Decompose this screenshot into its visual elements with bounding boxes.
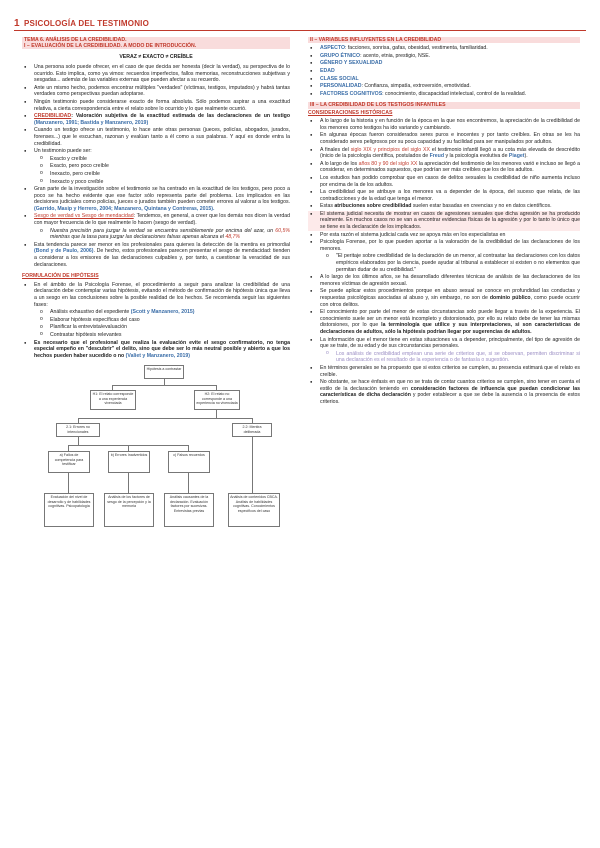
section-iii-title: III – LA CREDIBILIDAD DE LOS TESTIGOS INFANTILES xyxy=(308,102,580,108)
diagram-c1-node: Análisis causantes de la declaración. Evaluación factores por sucesivas. Entrevistas previas xyxy=(164,493,214,527)
children-list xyxy=(308,118,580,405)
list-item: ● Esta tendencia parece ser menor en los profesionales para quienes la detección de la mentira es primordial (Bond y de Paulo, 2006). De hecho, estos profesionales parecen presentar el sesgo de mendacidad: tienden a considerar a los emisores de las declaraciones culpables y, por tanto, a cuestionar la veracidad de sus declaraciones. xyxy=(22,242,290,268)
list-item: ● La información que el menor tiene en estas situaciones va a depender, principalmente, del tipo de agresión de que se trate, de su edad y de sus circunstancias personales. xyxy=(308,337,580,350)
diagram-h1-node: H1: El relato corresponde a una experiencia vivenciada xyxy=(90,390,136,410)
diagram-connector xyxy=(128,473,129,493)
diagram-connector xyxy=(252,437,253,493)
diagram-top-node: Hipótesis a contrastar xyxy=(144,365,184,379)
diagram-connector xyxy=(188,473,189,493)
list-item: ● La credibilidad que se atribuye a los menores va a depender de la época, del suceso que relata, de las contradicciones y de la edad que tenga el menor. xyxy=(308,189,580,202)
diagram-connector xyxy=(78,437,79,445)
list-item: ● GÉNERO Y SEXUALIDAD xyxy=(308,60,580,67)
list-item: ● Estas atribuciones sobre credibilidad suelen estar basadas en creencias y no en datos científicos. xyxy=(308,203,580,210)
hypothesis-diagram xyxy=(44,365,284,543)
diagram-b1-node: Análisis de los factores de sesgo de la percepción y la memoria xyxy=(104,493,154,527)
list-item: o "El peritaje sobre credibilidad de la declaración de un menor, al contrastar las declaraciones con los datos empíricos elaborados por la ciencia, puede ayudar al tribunal a establecer si existen o no elementos que permitan dudar de su credibilidad." xyxy=(308,253,580,273)
list-item: ● En algunas épocas fueron considerados seres puros e inocentes y por tanto creíbles. En otras se les ha considerado seres peligrosos por su poca capacidad y su facilidad para ser manipulados por adultos. xyxy=(308,132,580,145)
diagram-a-node: a) Fallos de competencia para testificar xyxy=(48,451,90,473)
list-item: ● Una persona solo puede ofrecer, en el caso de que decida ser honesta (decir la verdad), su perspectiva de lo ocurrido. Esto implica, como ya vimos: recuerdos imperfectos, fallos memorias, reconstrucciones subjetivas y sesgadas... además de las variables externas que pueden afectar a su recuerdo. xyxy=(22,64,290,84)
list-item: ● Un testimonio puede ser: xyxy=(22,148,290,155)
historical-heading: CONSIDERACIONES HISTÓRICAS xyxy=(308,109,393,116)
list-item: ● No obstante, se hace énfasis en que no se trata de contar cuantos criterios se cumplen, sino tener en cuenta el estilo de la declaración teniendo en consideración factores de influencia que puedan condicionar las características de dicha declaración y poder establecer a que se debe la ausencia o la presencia de estos criterios. xyxy=(308,379,580,405)
page-title: PSICOLOGÍA DEL TESTIMONIO xyxy=(24,19,150,28)
diagram-d1-node: Análisis de contenidos CBCA. Análisis de habilidades cognitivas. Conocimientos específicos del caso xyxy=(228,493,280,527)
page-number: 1 xyxy=(14,18,20,29)
list-item: ● FACTORES COGNITIVOS: conocimiento, discapacidad intelectual, control de la realidad. xyxy=(308,91,580,98)
list-item: o Nuestra precisión para juzgar la verdad se encuentra sensiblemente por encima del azar, un 60,5% mientras que la tasa para juzgar las declaraciones falsas apenas alcanza el 48,7% xyxy=(22,228,290,241)
diagram-connector xyxy=(112,385,216,386)
list-item: o Elaborar hipótesis específicas del caso xyxy=(22,317,290,324)
list-item: ● Gran parte de la investigación sobre el testimonio se ha centrado en la exactitud de los testigos, pero poco a poco se ha hecho evidente que ese factor sólo representa parte del problema. Los implicados en las decisiones judiciales como policías, jueces o jurados también pueden cometer errores al valorar a los testigos. (Garrido, Masip y Herrero, 2004; Manzanero, Quintana y Contreras, 2015). xyxy=(22,186,290,212)
list-item: ● ASPECTO: facciones, sonrisa, gafas, obesidad, vestimenta, familiaridad. xyxy=(308,45,580,52)
list-item: ● A lo largo de los últimos años, se ha desarrollado diferentes técnicas de análisis de las declaraciones de los menores víctimas de agresión sexual. xyxy=(308,274,580,287)
list-item: ● Se puede aplicar estos procedimientos porque en abuso sexual se conoce en profundidad las conductas y respuestas psicológicas asociadas al abuso y, sin embargo, no son de dominio público, como puede ocurrir con otros delitos. xyxy=(308,288,580,308)
list-item: ● Psicología Forense, por lo que pueden aportar a la valoración de la credibilidad de las declaraciones de los menores. xyxy=(308,239,580,252)
list-item: o Los análisis de credibilidad emplean una serie de criterios que, si se observan, permiten discriminar si una declaración es el resultado de la experiencia o de fantasía o sugestión. xyxy=(308,351,580,364)
list-item: o Inexacto y poco creíble xyxy=(22,179,290,186)
diagram-connector xyxy=(216,410,217,418)
list-item: ● Ningún testimonio puede considerarse exacto de forma absoluta. Sólo podemos aspirar a una exactitud relativa, a cierta correspondencia entre el relato sobre lo ocurrido y lo que realmente ocurrió. xyxy=(22,99,290,112)
diagram-h2-node: H2: El relato no corresponde a una experiencia no vivenciada xyxy=(194,390,240,410)
variables-list xyxy=(308,45,580,97)
list-item: ● A lo largo de los años 80 y 90 del siglo XX la apreciación del testimonio de los menores varió e incluso se llegó a considerar, en determinados supuestos, que podrían ser más creíbles que los de los adultos. xyxy=(308,161,580,174)
list-item: ● Ante un mismo hecho, podemos encontrar múltiples "verdades" (víctimas, testigos, imputados) y habrá tantas verdades como perspectivas puedan adoptarse. xyxy=(22,85,290,98)
list-item: ● A finales del siglo XIX y principios del siglo XX el testimonio infantil llegó a su cota más elevada de descrédito (inicio de la psicología científica, postulados de Freud y la psicología evolutiva de Piaget). xyxy=(308,147,580,160)
diagram-b-node: b) Errores Inadvertidos xyxy=(108,451,150,473)
list-item: ● El sistema judicial necesita de mostrar en casos de agresiones sexuales que dicha agresión se ha producido realmente. En muchos casos no se van a encontrar evidencias físicas de la agresión y por lo tanto lo único que se tiene es la declaración de los implicados. xyxy=(308,211,580,231)
topic-title: TEMA 6. ANÁLISIS DE LA CREDIBILIDAD. xyxy=(22,37,290,43)
diagram-a1-node: Evaluación del nivel de desarrollo y de habilidades cognitivas. Psicopatología xyxy=(44,493,94,527)
list-item: o Análisis exhaustivo del expediente (Scott y Manzanero, 2015) xyxy=(22,309,290,316)
section-title: I – EVALUACIÓN DE LA CREDIBILIDAD. A MODO DE INTRODUCCIÓN. xyxy=(22,43,290,49)
intro-list xyxy=(22,64,290,268)
list-item: ● En el ámbito de la Psicología Forense, el procedimiento a seguir para analizar la credibilidad de una declaración debe contemplar varias hipótesis, evitando el método de confirmación de hipótesis única que lleva a un sesgo en las conclusiones sobre la posible realidad de los hechos. Se recomienda seguir las siguientes fases: xyxy=(22,282,290,308)
list-item: ● Sesgo de verdad vs Sesgo de mendacidad: Tendemos, en general, a creer que los demás nos dicen la verdad con mayor frecuencia de lo que realmente lo hacen (sesgo de verdad). xyxy=(22,213,290,226)
left-column xyxy=(22,37,290,543)
list-item: o Contrastar hipótesis relevantes xyxy=(22,332,290,339)
right-column xyxy=(308,37,580,407)
list-item: ● PERSONALIDAD: Confianza, simpatía, extroversión, emotividad. xyxy=(308,83,580,90)
page-header xyxy=(14,13,586,31)
veraz-heading: VERAZ ≠ EXACTO ≠ CREÍBLE xyxy=(119,54,193,61)
section-ii-title: II – VARIABLES INFLUYENTES EN LA CREDIBILIDAD xyxy=(308,37,580,43)
list-item: ● El conocimiento por parte del menor de estas circunstancias solo puede llegar a través de la experiencia. El conocimiento suele ser un menor está incompleto y distorsionado, por ello su relato debe de tener las mismas distorsiones, por lo que la terminología que utilice y sus interpretaciones, si son características de declaraciones de adultos, sólo la hipótesis podrían llegar por sugerencias de adultos. xyxy=(308,309,580,335)
list-item: ● CREDIBILIDAD: Valoración subjetiva de la exactitud estimada de las declaraciones de un testigo (Manzanero, 1991; Bastida y Manzanero, 2019) xyxy=(22,113,290,126)
list-item: ● Por esta razón el sistema judicial cada vez se apoya más en los especialistas en xyxy=(308,232,580,239)
hypothesis-list xyxy=(22,282,290,360)
list-item: ● Cuando un testigo ofrece un testimonio, lo hace ante otras personas (jueces, policías, abogados, jurados, forenses...) que le escuchan, razonan y evalúan tanto a él como a sus palabras. Y aquí es donde entra la credibilidad. xyxy=(22,127,290,147)
diagram-connector xyxy=(78,418,252,419)
list-item: ● EDAD xyxy=(308,68,580,75)
list-item: ● Es necesario que el profesional que realiza la evaluación evite el sesgo confirmatorio, no tenga especial empeño en "descubrir" el delito, sino que debe ser lo más neutral posible y abierto a que los hechos pueden haber sucedido o no (Valiet y Manzanero, 2019) xyxy=(22,340,290,360)
list-item: o Exacto y creíble xyxy=(22,156,290,163)
diagram-h21-node: 2.1: Errores no intencionales xyxy=(56,423,100,437)
list-item: o Exacto, pero poco creíble xyxy=(22,163,290,170)
list-item: ● CLASE SOCIAL xyxy=(308,76,580,83)
list-item: ● GRUPO ÉTNICO: acento, etnia, prestigio, NSE. xyxy=(308,53,580,60)
list-item: ● A lo largo de la historia y en función de la época en la que nos encontremos, la apreciación de la credibilidad de los menores como testigos ha ido variando y cambiando. xyxy=(308,118,580,131)
hypothesis-heading: FORMULACIÓN DE HIPÓTESIS xyxy=(22,273,99,280)
list-item: o Planificar la entrevista/evaluación xyxy=(22,324,290,331)
diagram-connector xyxy=(68,473,69,493)
diagram-h22-node: 2.2: Mentira deliberada xyxy=(232,423,272,437)
list-item: ● Los estudios han podido comprobar que en casos de delitos sexuales la credibilidad de niño aumenta incluso por encima de la de los adultos. xyxy=(308,175,580,188)
diagram-c-node: c) Falsos recuerdos xyxy=(168,451,210,473)
list-item: o Inexacto, pero creíble xyxy=(22,171,290,178)
list-item: ● En términos generales se ha propuesto que si estos criterios se cumplen, su presencia estimará que el relato es creíble. xyxy=(308,365,580,378)
